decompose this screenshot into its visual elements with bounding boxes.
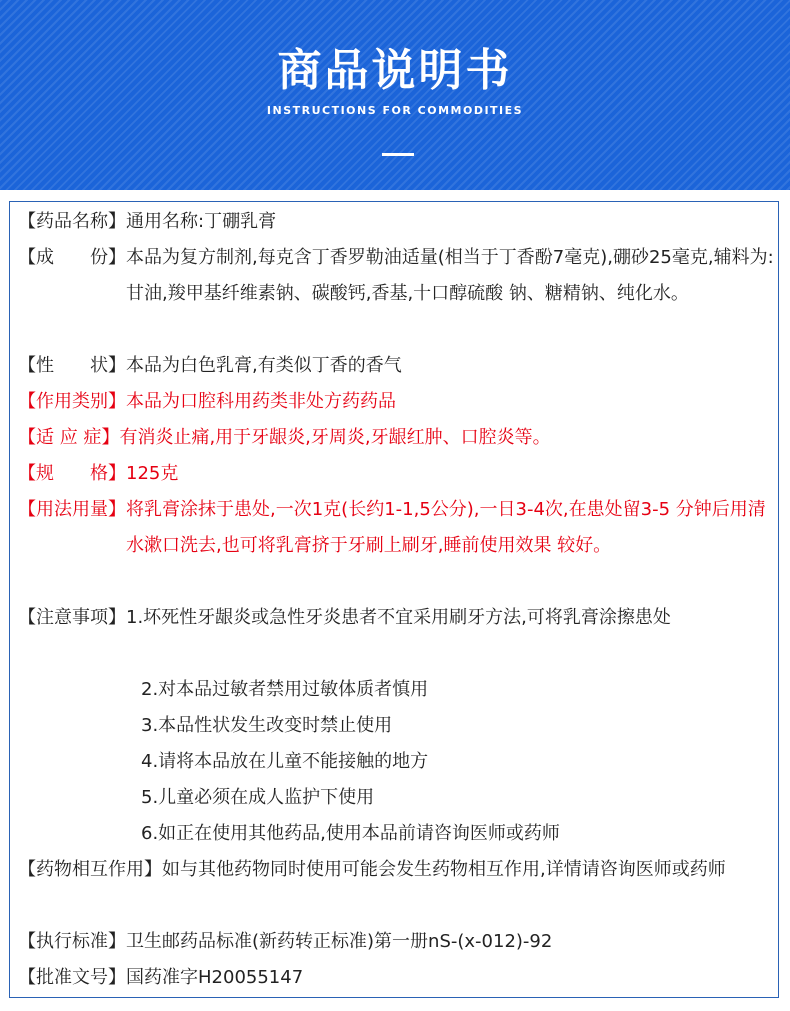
label-appearance: 【性 状】 (18, 355, 126, 376)
text-ingredients: 本品为复方制剂,每克含丁香罗勒油适量(相当于丁香酚7毫克),硼砂25毫克,辅料为:甘油,羧甲基纤维素钠、碳酸钙,香基,十口醇硫酸 钠、糖精钠、纯化水。 (126, 247, 774, 304)
label-standard: 【执行标准】 (18, 931, 126, 952)
page-subtitle: INSTRUCTIONS FOR COMMODITIES (266, 104, 524, 117)
precaution-item: 3.本品性状发生改变时禁止使用 (141, 715, 393, 736)
text-interactions: 如与其他药物同时使用可能会发生药物相互作用,详情请咨询医师或药师 (162, 859, 726, 880)
label-usage: 【用法用量】 (18, 499, 126, 520)
text-standard: 卫生邮药品标准(新药转正标准)第一册nS-(x-012)-92 (126, 931, 553, 952)
text-name: 通用名称:丁硼乳膏 (126, 211, 277, 232)
header-banner (0, 0, 790, 190)
label-category: 【作用类别】 (18, 391, 126, 412)
text-approval: 国药准字H20055147 (126, 967, 304, 988)
label-ingredients: 【成 份】 (18, 247, 126, 268)
row-category (18, 384, 780, 420)
row-spec (18, 456, 780, 492)
row-interactions (18, 852, 780, 888)
precaution-item: 4.请将本品放在儿童不能接触的地方 (141, 751, 429, 772)
text-category: 本品为口腔科用药类非处方药药品 (126, 391, 396, 412)
label-spec: 【规 格】 (18, 463, 126, 484)
precaution-item: 1.坏死性牙龈炎或急性牙炎患者不宜采用刷牙方法,可将乳膏涂擦患处 (126, 607, 671, 628)
label-interactions: 【药物相互作用】 (18, 859, 162, 880)
label-indications: 【适 应 症】 (18, 427, 120, 448)
precaution-item: 5.儿童必须在成人监护下使用 (141, 787, 375, 808)
row-indications (18, 420, 780, 456)
row-appearance (18, 348, 780, 384)
precaution-item: 6.如正在使用其他药品,使用本品前请咨询医师或药师 (141, 823, 560, 844)
page-title: 商品说明书 (277, 45, 513, 96)
text-indications: 有消炎止痛,用于牙龈炎,牙周炎,牙龈红肿、口腔炎等。 (119, 427, 551, 448)
text-appearance: 本品为白色乳膏,有类似丁香的香气 (126, 355, 402, 376)
label-precautions: 【注意事项】 (18, 607, 126, 628)
text-spec: 125克 (126, 463, 179, 484)
label-approval: 【批准文号】 (18, 967, 126, 988)
label-name: 【药品名称】 (18, 211, 126, 232)
row-approval (18, 960, 780, 996)
row-precautions (18, 600, 780, 636)
row-name (18, 204, 780, 240)
row-standard (18, 924, 780, 960)
row-usage (18, 492, 780, 564)
row-ingredients (18, 240, 780, 312)
title-underline (382, 153, 414, 156)
text-usage: 将乳膏涂抹于患处,一次1克(长约1-1,5公分),一日3-4次,在患处留3-5 分钟后用清水漱口洗去,也可将乳膏挤于牙刷上刷牙,睡前使用效果 较好。 (126, 499, 766, 556)
precaution-item: 2.对本品过敏者禁用过敏体质者慎用 (141, 679, 429, 700)
